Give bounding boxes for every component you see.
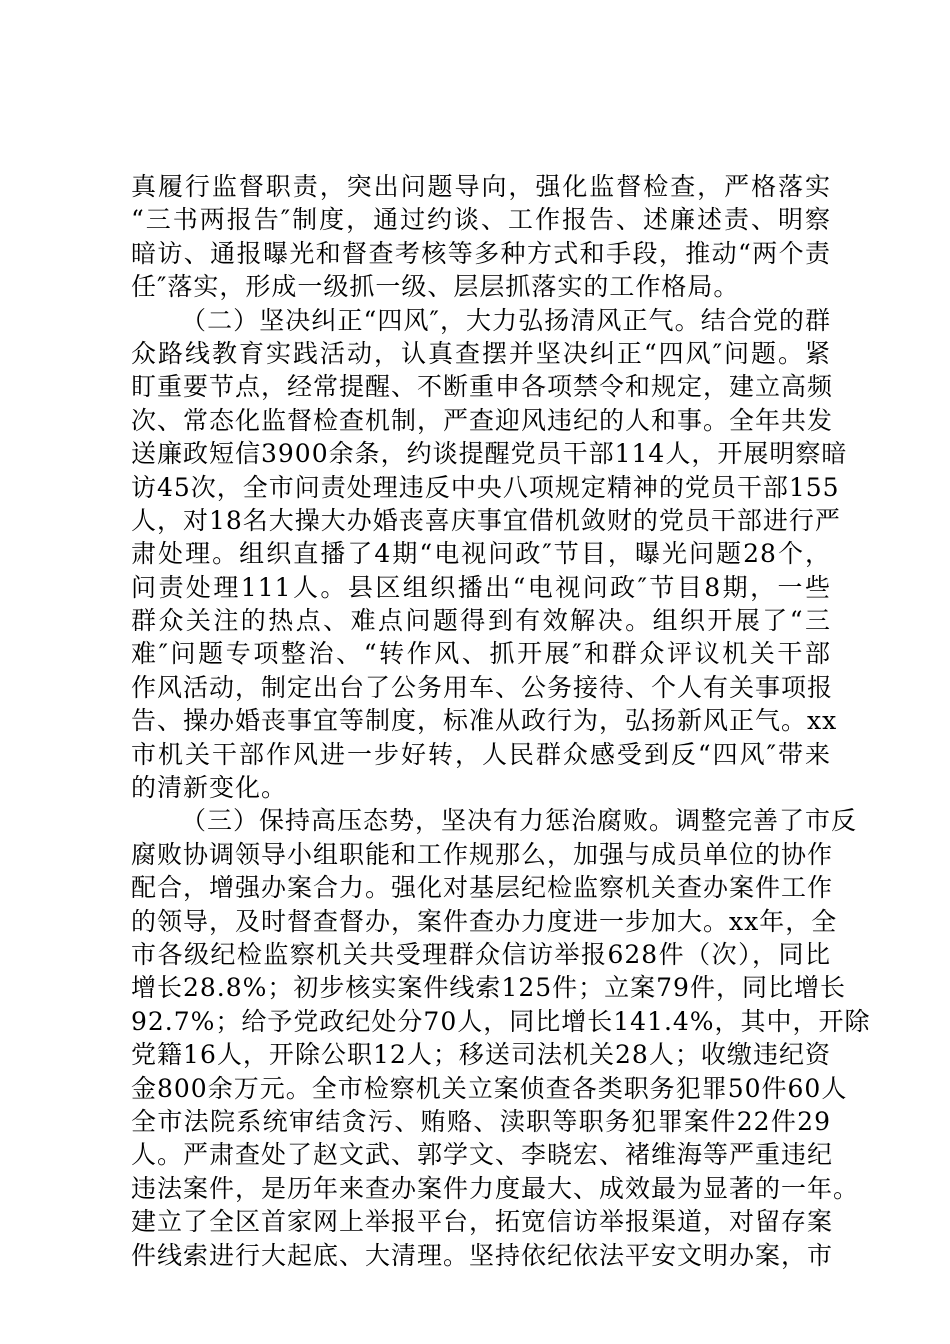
text-line: 群众关注的热点、难点问题得到有效解决。组织开展了“三 (131, 606, 831, 636)
text-line: “三书两报告″制度，通过约谈、工作报告、述廉述责、明察 (131, 205, 831, 235)
text-line: 送廉政短信3900余条，约谈提醒党员干部114人，开展明察暗 (131, 439, 848, 469)
text-line: 全市法院系统审结贪污、贿赂、渎职等职务犯罪案件22件29 (131, 1106, 831, 1136)
text-line: 盯重要节点，经常提醒、不断重申各项禁令和规定，建立高频 (131, 372, 834, 402)
text-line: 的清新变化。 (131, 773, 288, 803)
text-line: 次、常态化监督检查机制，严查迎风违纪的人和事。全年共发 (131, 405, 834, 435)
text-line: 违法案件，是历年来查办案件力度最大、成效最为显著的一年。 (131, 1173, 860, 1203)
text-line: 告、操办婚丧事宜等制度，标准从政行为，弘扬新风正气。xx (131, 706, 838, 736)
text-line: 配合，增强办案合力。强化对基层纪检监察机关查办案件工作 (131, 873, 834, 903)
paragraph-heading-line: （二）坚决纠正“四风″，大力弘扬清风正气。结合党的群 (181, 305, 831, 335)
text-line: 建立了全区首家网上举报平台，拓宽信访举报渠道，对留存案 (131, 1207, 834, 1237)
text-line: 金800余万元。全市检察机关立案侦查各类职务犯罪50件60人 (131, 1073, 848, 1103)
text-line: 件线索进行大起底、大清理。坚持依纪依法平安文明办案，市 (131, 1240, 834, 1270)
text-line: 问责处理111人。县区组织播出“电视问政″节目8期，一些 (131, 572, 831, 602)
text-line: 作风活动，制定出台了公务用车、公务接待、个人有关事项报 (131, 672, 834, 702)
text-line: 市各级纪检监察机关共受理群众信访举报628件（次），同比 (131, 939, 831, 969)
paragraph-heading-line: （三）保持高压态势，坚决有力惩治腐败。调整完善了市反 (181, 806, 858, 836)
text-line: 92.7%；给予党政纪处分70人，同比增长141.4%，其中，开除 (131, 1006, 871, 1036)
text-line: 难″问题专项整治、“转作风、抓开展″和群众评议机关干部 (131, 639, 831, 669)
text-line: 党籍16人，开除公职12人；移送司法机关28人；收缴违纪资 (131, 1040, 831, 1070)
text-line: 暗访、通报曝光和督查考核等多种方式和手段，推动“两个责 (131, 238, 831, 268)
text-line: 任″落实，形成一级抓一级、层层抓落实的工作格局。 (131, 272, 740, 302)
text-line: 市机关干部作风进一步好转，人民群众感受到反“四风″带来 (131, 739, 831, 769)
text-line: 增长28.8%；初步核实案件线索125件；立案79件，同比增长 (131, 973, 846, 1003)
text-line: 众路线教育实践活动，认真查摆并坚决纠正“四风″问题。紧 (131, 338, 831, 368)
text-line: 人，对18名大操大办婚丧喜庆事宜借机敛财的党员干部进行严 (131, 505, 841, 535)
text-line: 真履行监督职责，突出问题导向，强化监督检查，严格落实 (131, 172, 831, 201)
text-line: 肃处理。组织直播了4期“电视问政″节目，曝光问题28个， (131, 539, 831, 569)
text-line: 的领导，及时督查督办，案件查办力度进一步加大。xx年，全 (131, 906, 838, 936)
text-line: 人。严肃查处了赵文武、郭学文、李晓宏、褚维海等严重违纪 (131, 1140, 834, 1170)
text-line: 腐败协调领导小组职能和工作规那么，加强与成员单位的协作 (131, 839, 834, 869)
text-line: 访45次，全市问责处理违反中央八项规定精神的党员干部155 (131, 472, 840, 502)
document-body (131, 170, 871, 1272)
